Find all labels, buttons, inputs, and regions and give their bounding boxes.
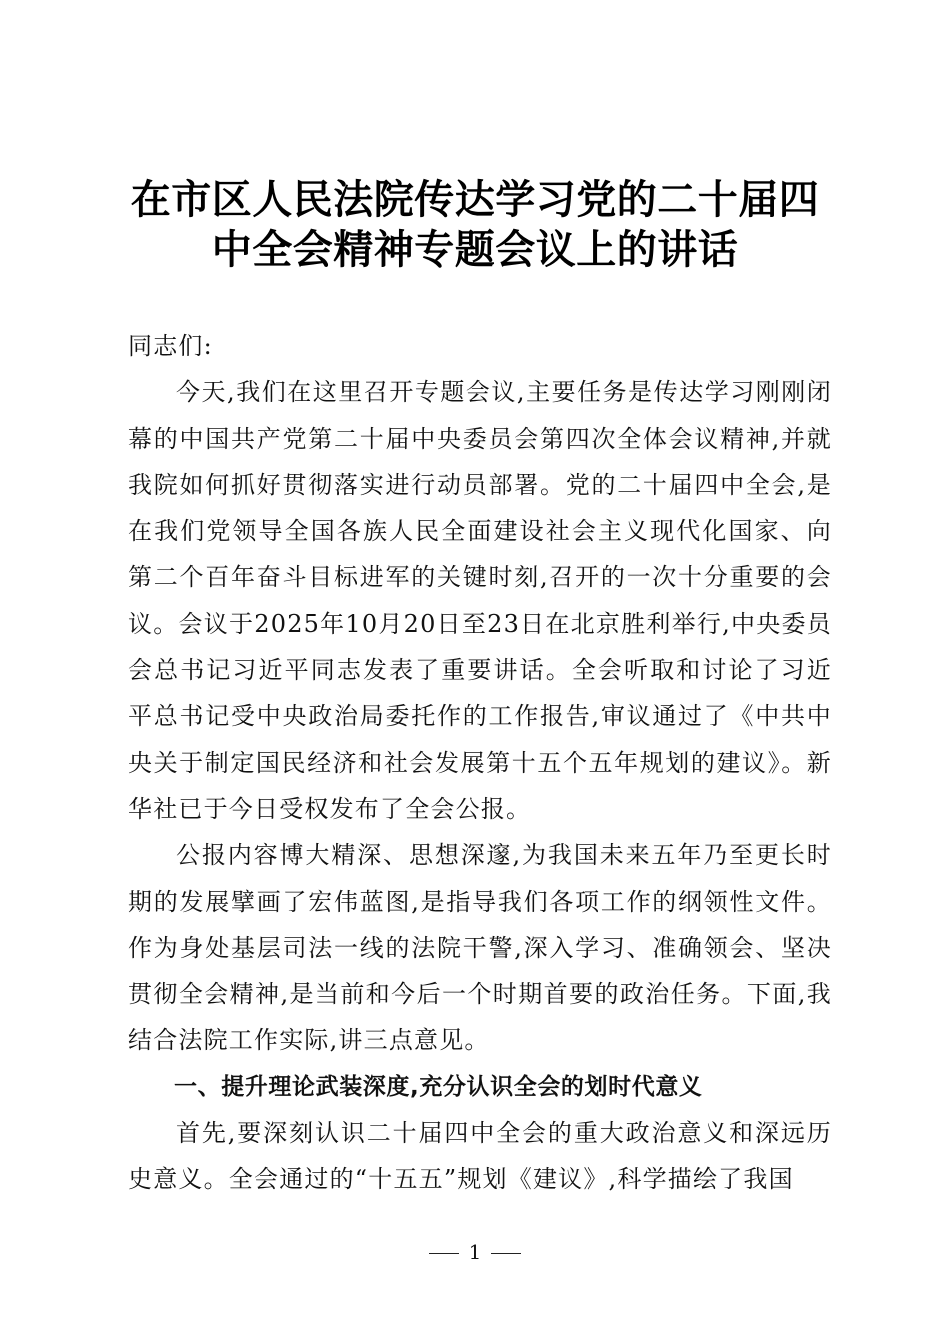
page-number: 1 [468, 1240, 482, 1264]
salutation: 同志们: [128, 332, 213, 360]
body-paragraph-1: 今天,我们在这里召开专题会议,主要任务是传达学习刚刚闭幕的中国共产党第二十届中央委员会第四次全体会议精神,并就我院如何抓好贯彻落实进行动员部署。党的二十届四中全会,是在我们党领导全国各族人民全面建设社会主义现代化国家、向第二个百年奋斗目标进军的关键时刻,召开的一次十分重要的会议。会议于2025年10月20日至23日在北京胜利举行,中央委员会总书记习近平同志发表了重要讲话。全会听取和讨论了习近平总书记受中央政治局委托作的工作报告,审议通过了《中共中央关于制定国民经济和社会发展第十五个五年规划的建议》。新华社已于今日受权发布了全会公报。 [128, 378, 832, 823]
footer-dash-left [429, 1253, 459, 1254]
page-footer [0, 1237, 950, 1267]
document-title-line-2: 中全会精神专题会议上的讲话 [211, 227, 739, 273]
section-1-paragraph: 首先,要深刻认识二十届四中全会的重大政治意义和深远历史意义。全会通过的“十五五”规划《建议》,科学描绘了我国 [128, 1119, 832, 1194]
section-heading-1: 一、提升理论武装深度,充分认识全会的划时代意义 [174, 1073, 703, 1100]
body-paragraph-2: 公报内容博大精深、思想深邃,为我国未来五年乃至更长时期的发展擘画了宏伟蓝图,是指导我们各项工作的纲领性文件。作为身处基层司法一线的法院干警,深入学习、准确领会、坚决贯彻全会精神,是当前和今后一个时期首要的政治任务。下面,我结合法院工作实际,讲三点意见。 [128, 841, 832, 1055]
document-body [128, 323, 832, 1203]
document-title-line-1: 在市区人民法院传达学习党的二十届四 [130, 177, 820, 223]
footer-dash-right [491, 1253, 521, 1254]
